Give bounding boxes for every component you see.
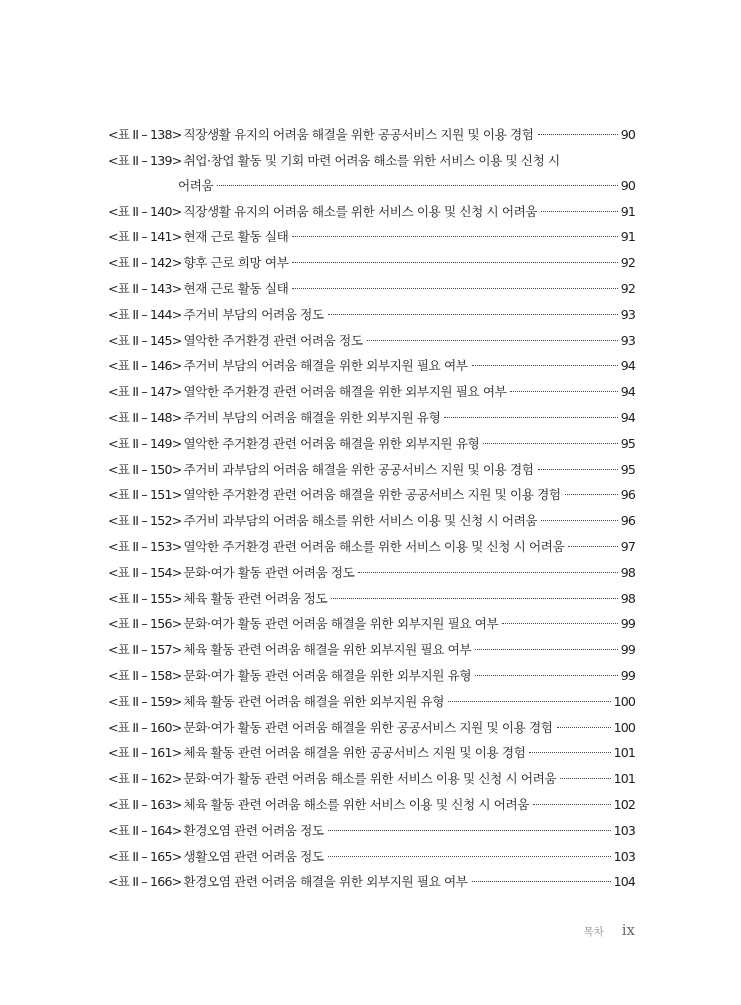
table-number: <표 II – 141> (108, 229, 182, 245)
page-number: 100 (613, 693, 635, 709)
table-number: <표 II – 144> (108, 306, 182, 322)
dot-leader (541, 520, 618, 521)
dot-leader (538, 134, 618, 135)
dot-leader (483, 443, 617, 444)
dot-leader (475, 649, 618, 650)
toc-entry[interactable] (108, 614, 635, 633)
dot-leader (541, 211, 618, 212)
dot-leader (502, 623, 618, 624)
dot-leader (328, 856, 611, 857)
table-title: 열악한 주거환경 관련 어려움 해결을 위한 외부지원 유형 (183, 435, 480, 451)
toc-entry[interactable] (108, 563, 635, 582)
toc-entry[interactable] (108, 408, 635, 427)
toc-entry[interactable] (108, 537, 635, 556)
table-number: <표 II – 139> (108, 152, 182, 168)
dot-leader (533, 804, 611, 805)
table-title: 체육 활동 관련 어려움 해결을 위한 공공서비스 지원 및 이용 경험 (183, 745, 526, 761)
page-number: 100 (613, 719, 635, 735)
footer-page-number: ix (621, 921, 635, 939)
toc-entry[interactable] (108, 356, 635, 375)
page-number: 99 (620, 616, 635, 632)
table-number: <표 II – 138> (108, 127, 182, 142)
page-number: 103 (613, 822, 635, 838)
page-number: 94 (620, 358, 635, 374)
toc-entry[interactable] (108, 847, 635, 866)
table-title: 체육 활동 관련 어려움 정도 (183, 590, 328, 606)
table-title: 생활오염 관련 어려움 정도 (183, 848, 324, 864)
toc-entry[interactable] (108, 434, 635, 453)
table-number: <표 II – 153> (108, 538, 182, 554)
toc-entry[interactable] (108, 640, 635, 659)
footer-section-label: 목차 (583, 926, 604, 938)
dot-leader (538, 469, 618, 470)
dot-leader (565, 494, 618, 495)
table-title: 문화·여가 활동 관련 어려움 해결을 위한 공공서비스 지원 및 이용 경험 (183, 719, 553, 735)
dot-leader (292, 262, 617, 263)
table-number: <표 II – 145> (108, 332, 182, 348)
dot-leader (510, 391, 617, 392)
dot-leader (529, 752, 610, 753)
table-number: <표 II – 159> (108, 693, 182, 709)
table-title: 주거비 과부담의 어려움 해결을 위한 공공서비스 지원 및 이용 경험 (183, 461, 534, 477)
toc-entry[interactable] (108, 382, 635, 401)
dot-leader (217, 185, 617, 186)
dot-leader (331, 598, 617, 599)
table-number: <표 II – 164> (108, 822, 182, 838)
dot-leader (475, 675, 618, 676)
table-title: 현재 근로 활동 실태 (183, 229, 289, 245)
page-number: 103 (613, 848, 635, 864)
table-title: 문화·여가 활동 관련 어려움 정도 (183, 564, 355, 580)
table-title: 체육 활동 관련 어려움 해결을 위한 외부지원 유형 (183, 693, 444, 709)
page-number: 98 (620, 564, 635, 580)
toc-entry[interactable] (108, 305, 635, 324)
page-number: 93 (620, 306, 635, 322)
table-title: 환경오염 관련 어려움 해결을 위한 외부지원 필요 여부 (183, 874, 468, 890)
table-number: <표 II – 142> (108, 255, 182, 271)
toc-entry[interactable] (108, 692, 635, 711)
table-number: <표 II – 156> (108, 616, 182, 632)
table-title: 문화·여가 활동 관련 어려움 해결을 위한 외부지원 유형 (183, 667, 472, 683)
dot-leader (472, 365, 618, 366)
toc-entry[interactable] (108, 666, 635, 685)
page-number: 90 (620, 127, 635, 142)
table-number: <표 II – 147> (108, 384, 182, 400)
table-number: <표 II – 161> (108, 745, 182, 761)
table-number: <표 II – 158> (108, 667, 182, 683)
page-number: 92 (620, 255, 635, 271)
page-number: 99 (620, 642, 635, 658)
table-number: <표 II – 154> (108, 564, 182, 580)
page-number: 91 (620, 203, 635, 219)
table-title: 향후 근로 희망 여부 (183, 255, 289, 271)
table-title: 문화·여가 활동 관련 어려움 해결을 위한 외부지원 필요 여부 (183, 616, 499, 632)
toc-entry[interactable] (108, 485, 635, 504)
table-title: 취업·창업 활동 및 기회 마련 어려움 해소를 위한 서비스 이용 및 신청 시 (183, 152, 560, 168)
table-title: 체육 활동 관련 어려움 해소를 위한 서비스 이용 및 신청 시 어려움 (183, 796, 529, 812)
toc-entry[interactable] (108, 821, 635, 840)
table-title: 열악한 주거환경 관련 어려움 정도 (183, 332, 363, 348)
page-number: 97 (620, 538, 635, 554)
toc-entry[interactable] (108, 227, 635, 246)
table-title-continued: 어려움 (178, 177, 214, 193)
table-number: <표 II – 157> (108, 642, 182, 658)
toc-entry[interactable] (108, 718, 635, 737)
table-number: <표 II – 152> (108, 513, 182, 529)
dot-leader (557, 727, 611, 728)
dot-leader (358, 572, 617, 573)
table-title: 직장생활 유지의 어려움 해결을 위한 공공서비스 지원 및 이용 경험 (183, 127, 534, 142)
dot-leader (448, 701, 611, 702)
table-number: <표 II – 150> (108, 461, 182, 477)
table-number: <표 II – 146> (108, 358, 182, 374)
table-title: 환경오염 관련 어려움 정도 (183, 822, 324, 838)
dot-leader (328, 830, 611, 831)
table-title: 열악한 주거환경 관련 어려움 해소를 위한 서비스 이용 및 신청 시 어려움 (183, 538, 565, 554)
dot-leader (328, 314, 618, 315)
page-number: 99 (620, 667, 635, 683)
table-title: 현재 근로 활동 실태 (183, 280, 289, 296)
table-number: <표 II – 160> (108, 719, 182, 735)
page-number: 101 (613, 771, 635, 787)
toc-entry[interactable] (108, 331, 635, 350)
page-footer (583, 921, 635, 939)
page-number: 96 (620, 513, 635, 529)
table-number: <표 II – 148> (108, 409, 182, 425)
page-number: 91 (620, 229, 635, 245)
table-number: <표 II – 143> (108, 280, 182, 296)
table-number: <표 II – 155> (108, 590, 182, 606)
page-number: 101 (613, 745, 635, 761)
dot-leader (292, 236, 617, 237)
dot-leader (472, 881, 611, 882)
dot-leader (444, 417, 617, 418)
table-number: <표 II – 151> (108, 487, 182, 503)
toc-entry[interactable] (108, 872, 635, 891)
page-number: 98 (620, 590, 635, 606)
table-title: 열악한 주거환경 관련 어려움 해결을 위한 외부지원 필요 여부 (183, 384, 507, 400)
page-number: 96 (620, 487, 635, 503)
dot-leader (292, 288, 617, 289)
dot-leader (568, 546, 617, 547)
page-number: 94 (620, 409, 635, 425)
toc-entry[interactable] (108, 589, 635, 608)
table-title: 체육 활동 관련 어려움 해결을 위한 외부지원 필요 여부 (183, 642, 472, 658)
toc-entry[interactable] (108, 795, 635, 814)
toc-entry[interactable] (108, 279, 635, 298)
page-number: 102 (613, 796, 635, 812)
toc-entry[interactable] (108, 202, 635, 221)
toc-entry[interactable] (108, 151, 635, 195)
table-title: 주거비 부담의 어려움 정도 (183, 306, 324, 322)
page-number: 94 (620, 384, 635, 400)
page-number: 95 (620, 435, 635, 451)
page-number: 92 (620, 280, 635, 296)
toc-entry[interactable] (108, 253, 635, 272)
table-number: <표 II – 166> (108, 874, 182, 890)
table-number: <표 II – 162> (108, 771, 182, 787)
table-number: <표 II – 163> (108, 796, 182, 812)
table-of-tables (108, 125, 635, 898)
toc-entry[interactable] (108, 511, 635, 530)
table-title: 주거비 부담의 어려움 해결을 위한 외부지원 유형 (183, 409, 441, 425)
table-number: <표 II – 149> (108, 435, 182, 451)
table-number: <표 II – 140> (108, 203, 182, 219)
table-title: 주거비 과부담의 어려움 해소를 위한 서비스 이용 및 신청 시 어려움 (183, 513, 538, 529)
table-title: 열악한 주거환경 관련 어려움 해결을 위한 공공서비스 지원 및 이용 경험 (183, 487, 561, 503)
table-number: <표 II – 165> (108, 848, 182, 864)
page-number: 93 (620, 332, 635, 348)
table-title: 직장생활 유지의 어려움 해소를 위한 서비스 이용 및 신청 시 어려움 (183, 203, 538, 219)
dot-leader (367, 340, 618, 341)
toc-entry[interactable] (108, 125, 635, 144)
page-number: 90 (620, 177, 635, 193)
toc-entry[interactable] (108, 460, 635, 479)
dot-leader (560, 778, 611, 779)
toc-entry-continuation (108, 176, 635, 195)
page-number: 104 (613, 874, 635, 890)
table-title: 문화·여가 활동 관련 어려움 해소를 위한 서비스 이용 및 신청 시 어려움 (183, 771, 557, 787)
table-title: 주거비 부담의 어려움 해결을 위한 외부지원 필요 여부 (183, 358, 468, 374)
toc-entry[interactable] (108, 769, 635, 788)
page-number: 95 (620, 461, 635, 477)
toc-entry[interactable] (108, 743, 635, 762)
